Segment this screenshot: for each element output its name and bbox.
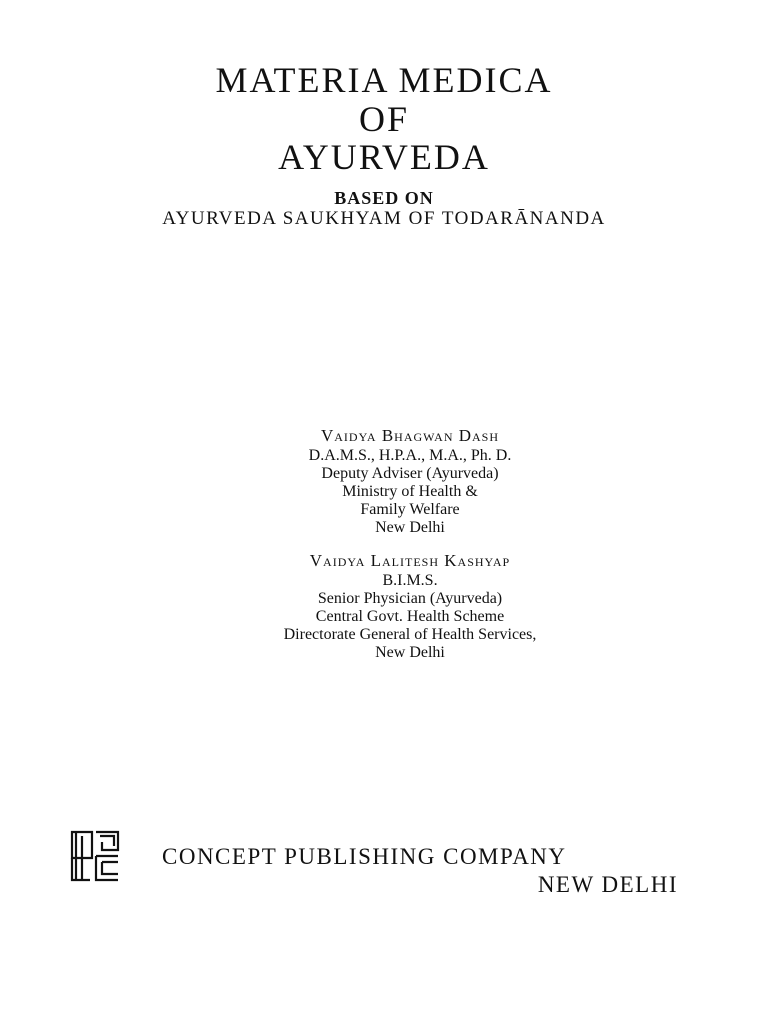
author-degrees: B.I.M.S. bbox=[382, 572, 438, 589]
title-line-2: OF bbox=[358, 99, 410, 139]
author-location: New Delhi bbox=[375, 644, 445, 661]
author-degrees: D.A.M.S., H.P.A., M.A., Ph. D. bbox=[308, 447, 512, 464]
subtitle: AYURVEDA SAUKHYAM OF TODARĀNANDA bbox=[162, 208, 606, 229]
author-location: New Delhi bbox=[375, 519, 445, 536]
publisher-imprint bbox=[162, 843, 682, 899]
author-block-1 bbox=[0, 425, 768, 537]
publisher-name: CONCEPT PUBLISHING COMPANY bbox=[162, 844, 567, 869]
title-line-1: MATERIA MEDICA bbox=[215, 60, 553, 100]
author-position: Deputy Adviser (Ayurveda) bbox=[321, 465, 499, 482]
author-affiliation: Central Govt. Health Scheme bbox=[315, 608, 505, 625]
title-line-3: AYURVEDA bbox=[278, 137, 490, 177]
author-name: Vaidya Lalitesh Kashyap bbox=[309, 551, 511, 570]
author-affiliation: Directorate General of Health Services, bbox=[283, 626, 537, 643]
publisher-city: NEW DELHI bbox=[537, 872, 678, 897]
based-on-label: BASED ON bbox=[334, 188, 434, 208]
author-block-2 bbox=[0, 550, 768, 662]
author-name: Vaidya Bhagwan Dash bbox=[320, 426, 500, 445]
author-affiliation: Ministry of Health & bbox=[342, 483, 478, 500]
cpc-monogram-icon bbox=[68, 828, 124, 884]
author-position: Senior Physician (Ayurveda) bbox=[317, 590, 503, 607]
author-affiliation: Family Welfare bbox=[360, 501, 460, 518]
